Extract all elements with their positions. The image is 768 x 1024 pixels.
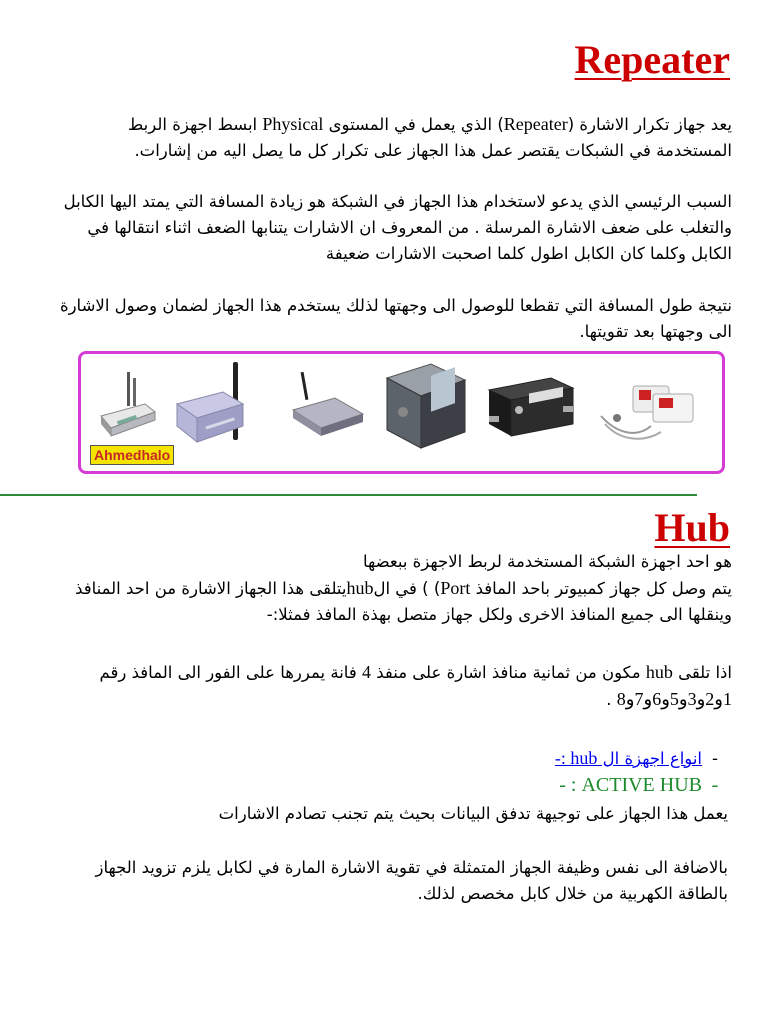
text-run: مكون من ثمانية منافذ اشارة على منفذ xyxy=(370,663,646,682)
text-run-latin: Physical xyxy=(262,114,324,134)
access-point-device-icon xyxy=(97,368,159,442)
section-title-hub: Hub xyxy=(654,505,730,550)
text-run: يعد جهاز تكرار الاشارة ( xyxy=(567,115,732,134)
list-dash: - xyxy=(711,774,719,796)
text-run: اذا تلقى xyxy=(672,663,732,682)
active-hub-paragraph-1: يعمل هذا الجهاز على توجيهة تدفق البيانات بحيث يتم تجنب تصادم الاشارات xyxy=(218,804,728,823)
link-text-latin: hub :- xyxy=(554,748,598,768)
text-run: يتلقى هذا الجهاز الاشارة من احد المنافذ وينقلها الى جميع المنافذ الاخرى ولكل جهاز متصل بهذة المافذ فمثلا:- xyxy=(75,579,732,624)
repeater-paragraph-reason: السبب الرئيسي الذي يدعو لاستخدام هذا الجهاز في الشبكة هو زيادة المسافة التي يمتد اليها الكابل والتغلب على ضعف الاشارة المرسلة . من المعروف ان الاشارات يتنابها الضعف اثناء انتقالها في الكابل وكلما كان الكابل اطول كلما اصحبت الاشارات ضعيفة xyxy=(63,192,732,263)
text-run-latin: Port xyxy=(440,578,471,598)
text-run: ابسط اجهزة الربط المستخدمة في الشبكات يقتصر عمل هذا الجهاز على تكرار كل ما يصل اليه من إشارات. xyxy=(127,115,732,160)
repeater-devices-image xyxy=(78,351,725,474)
link-text-arabic: انواع اجهزة ال xyxy=(597,749,702,768)
list-item xyxy=(48,772,728,799)
active-hub-heading: ACTIVE HUB xyxy=(581,774,702,796)
text-run: ) ) في ال xyxy=(373,579,441,598)
section-title-repeater: Repeater xyxy=(574,37,730,82)
text-run: يتم وصل كل جهاز كمبيوتر باحد المافذ xyxy=(470,579,732,598)
wireless-router-device-icon xyxy=(287,368,367,442)
text-run-latin: 1و2و3و5و6و7و8 xyxy=(616,689,732,709)
text-run-latin: 4 xyxy=(361,662,371,682)
cable-repeater-modules-icon xyxy=(597,376,703,446)
text-run: فانة يمررها على الفور الى المافذ رقم xyxy=(99,663,362,682)
hub-paragraph-intro xyxy=(52,549,732,628)
list-item xyxy=(48,745,728,772)
section-divider xyxy=(0,494,697,496)
hub-paragraph-example xyxy=(52,659,732,713)
text-run: ) الذي يعمل في المستوى xyxy=(323,115,504,134)
black-repeater-box-icon xyxy=(485,372,577,442)
list-separator: : - xyxy=(559,774,582,796)
list-dash: - xyxy=(712,749,718,768)
metal-repeater-box-icon xyxy=(381,360,469,452)
hub-types-link[interactable] xyxy=(555,749,702,768)
text-run: هو احد اجهزة الشبكة المستخدمة لربط الاجهزة ببعضها xyxy=(362,552,732,571)
repeater-paragraph-result: نتيجة طول المسافة التي تقطعا للوصول الى وجهتها لذلك يستخدم هذا الجهاز لضمان وصول الاشارة الى وجهتها بعد تقويتها. xyxy=(59,296,732,341)
text-run-latin: hub xyxy=(645,662,673,682)
router-antenna-device-icon xyxy=(171,360,253,448)
active-hub-paragraph-2: بالاضافة الى نفس وظيفة الجهاز المتمثلة في تقوية الاشارة المارة في لكابل يلزم تزويد الجهاز بالطاقة الكهربية من خلال كابل مخصص لذلك. xyxy=(95,858,728,903)
hub-types-list xyxy=(48,745,728,799)
text-run: . xyxy=(606,690,617,709)
text-run-latin: hub xyxy=(346,578,374,598)
image-watermark-label: Ahmedhalo xyxy=(90,445,174,465)
repeater-paragraph-intro xyxy=(52,111,732,164)
text-run-latin: Repeater xyxy=(503,114,568,134)
